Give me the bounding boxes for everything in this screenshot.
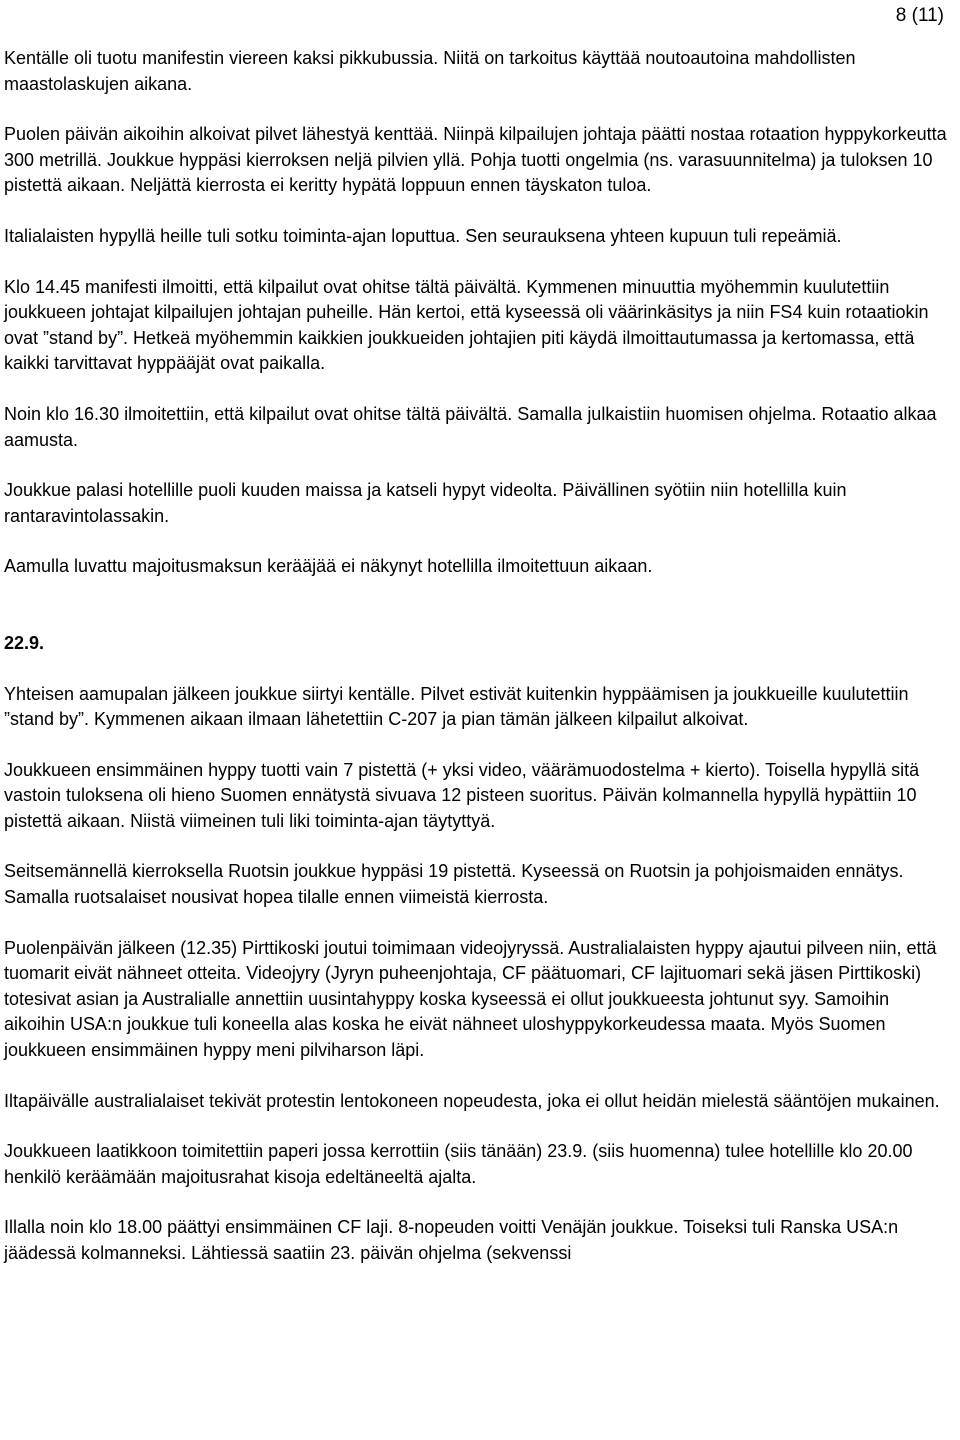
document-body bbox=[4, 46, 954, 1292]
paragraph: Yhteisen aamupalan jälkeen joukkue siirtyi kentälle. Pilvet estivät kuitenkin hyppäämisen ja joukkueille kuulutettiin ”stand by”. Kymmenen aikaan ilmaan lähetettiin C-207 ja pian tämän jälkeen kilpailut alkoivat. bbox=[4, 683, 909, 730]
paragraph: Klo 14.45 manifesti ilmoitti, että kilpailut ovat ohitse tältä päivältä. Kymmenen minuuttia myöhemmin kuulutettiin joukkueen johtajat kilpailujen johtajan puheille. Hän kertoi, että kyseessä oli väärinkäsitys ja niin FS4 kuin rotaatiokin ovat ”stand by”. Hetkeä myöhemmin kaikkien joukkueiden johtajien piti käydä ilmoittautumassa ja kertomassa, että kaikki tarvittavat hyppääjät ovat paikalla. bbox=[4, 276, 929, 374]
paragraph: Kentälle oli tuotu manifestin viereen kaksi pikkubussia. Niitä on tarkoitus käyttää noutoautoina mahdollisten maastolaskujen aikana. bbox=[4, 48, 856, 94]
paragraph: Joukkue palasi hotellille puoli kuuden maissa ja katseli hypyt videolta. Päivällinen syötiin niin hotellilla kuin rantaravintolassakin. bbox=[4, 480, 847, 526]
paragraph: Puolen päivän aikoihin alkoivat pilvet lähestyä kenttää. Niinpä kilpailujen johtaja päätti nostaa rotaation hyppykorkeutta 300 metrillä. Joukkue hyppäsi kierroksen neljä pilvien yllä. Pohja tuotti ongelmia (ns. varasuunnitelma) ja tuloksen 10 pistettä aikaan. Neljättä kierrosta ei keritty hypätä loppuun ennen täyskaton tuloa. bbox=[4, 124, 947, 196]
paragraph: Joukkueen laatikkoon toimitettiin paperi jossa kerrottiin (siis tänään) 23.9. (siis huomenna) tulee hotellille klo 20.00 henkilö keräämään majoitusrahat kisoja edeltäneeltä ajalta. bbox=[4, 1141, 913, 1187]
paragraph: Noin klo 16.30 ilmoitettiin, että kilpailut ovat ohitse tältä päivältä. Samalla julkaistiin huomisen ohjelma. Rotaatio alkaa aamusta. bbox=[4, 403, 937, 450]
paragraph: Illalla noin klo 18.00 päättyi ensimmäinen CF laji. 8-nopeuden voitti Venäjän joukkue. Toiseksi tuli Ranska USA:n jäädessä kolmanneksi. Lähtiessä saatiin 23. päivän ohjelma (sekvenssi bbox=[4, 1217, 899, 1263]
date-heading: 22.9. bbox=[4, 632, 45, 653]
paragraph: Seitsemännellä kierroksella Ruotsin joukkue hyppäsi 19 pistettä. Kyseessä on Ruotsin ja pohjoismaiden ennätys. Samalla ruotsalaiset nousivat hopea tilalle ennen viimeistä kierrosta. bbox=[4, 861, 904, 908]
paragraph: Italialaisten hypyllä heille tuli sotku toiminta-ajan loputtua. Sen seurauksena yhteen kupuun tuli repeämiä. bbox=[4, 225, 842, 246]
paragraph: Joukkueen ensimmäinen hyppy tuotti vain 7 pistettä (+ yksi video, väärämuodostelma + kierto). Toisella hypyllä sitä vastoin tuloksena oli hieno Suomen ennätystä sivuava 12 pisteen suoritus. Päivän kolmannella hypyllä hypättiin 10 pistettä aikaan. Niistä viimeinen tuli liki toiminta-ajan täytyttyä. bbox=[4, 759, 920, 831]
paragraph: Aamulla luvattu majoitusmaksun kerääjää ei näkynyt hotellilla ilmoitettuun aikaan. bbox=[4, 556, 653, 577]
paragraph: Puolenpäivän jälkeen (12.35) Pirttikoski joutui toimimaan videojyryssä. Australialaisten hyppy ajautui pilveen niin, että tuomarit eivät nähneet otteita. Videojyry (Jyryn puheenjohtaja, CF päätuomari, CF lajituomari sekä jäsen Pirttikoski) totesivat asian ja Australialle annettiin uusintahyppy koska kyseessä ei ollut joukkueesta johtunut syy. Samoihin aikoihin USA:n joukkue tuli koneella alas koska he eivät nähneet uloshyppykorkeudessa maata. Myös Suomen joukkueen ensimmäinen hyppy meni pilviharson läpi. bbox=[4, 937, 937, 1061]
paragraph: Iltapäivälle australialaiset tekivät protestin lentokoneen nopeudesta, joka ei ollut heidän mielestä sääntöjen mukainen. bbox=[4, 1090, 940, 1111]
page-number: 8 (11) bbox=[895, 5, 944, 26]
